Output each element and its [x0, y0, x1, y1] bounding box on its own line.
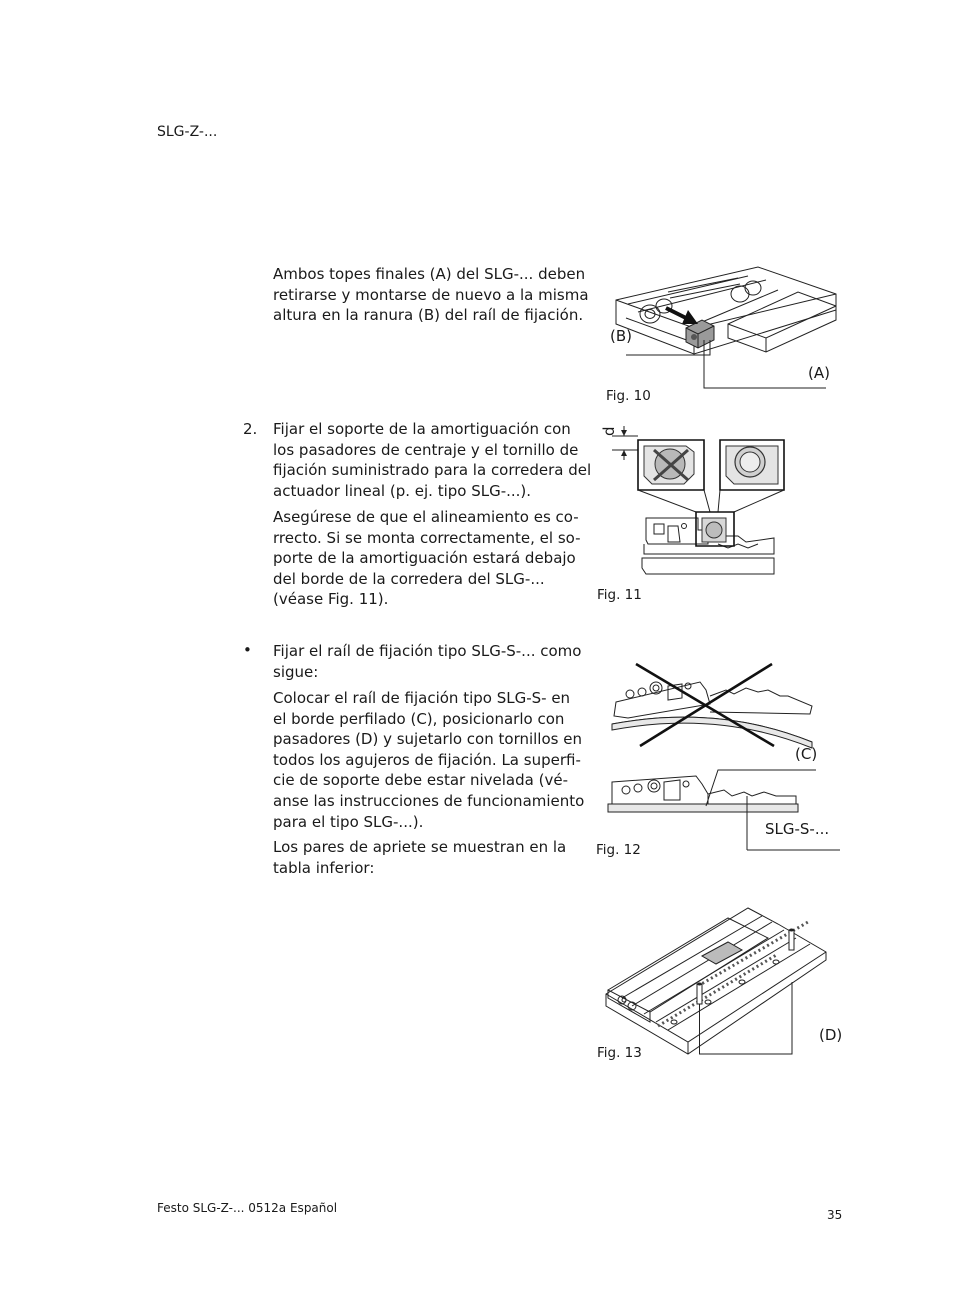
- text-line: cie de soporte debe estar nivelada (vé-: [273, 771, 568, 790]
- fig12-caption: Fig. 12: [596, 842, 641, 858]
- text-line: para el tipo SLG-...).: [273, 812, 424, 831]
- fig11-illustration: [598, 418, 788, 580]
- bullet: •: [243, 641, 252, 659]
- text-line: sigue:: [273, 662, 319, 681]
- page-number: 35: [827, 1208, 843, 1222]
- section3-torque: [273, 837, 566, 878]
- text-line: rrecto. Si se monta correctamente, el so-: [273, 528, 581, 547]
- text-line: Fijar el soporte de la amortiguación con: [273, 420, 571, 438]
- text-line: Fijar el raíl de fijación tipo SLG-S-... como: [273, 642, 582, 660]
- text-line: Ambos topes finales (A) del SLG-... deben: [273, 265, 586, 283]
- text-line: Asegúrese de que el alineamiento es co-: [273, 508, 579, 526]
- fig10-label-a: (A): [808, 364, 830, 382]
- text-line: retirarse y montarse de nuevo a la misma: [273, 285, 589, 304]
- text-line: altura en la ranura (B) del raíl de fijación.: [273, 306, 584, 325]
- text-line: actuador lineal (p. ej. tipo SLG-...).: [273, 481, 532, 500]
- fig12-label-rail: SLG-S-...: [765, 820, 830, 838]
- fig13-label-d: (D): [819, 1026, 843, 1044]
- section3-detail: [273, 688, 584, 832]
- text-line: del borde de la corredera del SLG-...: [273, 569, 545, 588]
- fig11-caption: Fig. 11: [597, 587, 642, 603]
- text-line: tabla inferior:: [273, 858, 375, 877]
- text-line: (véase Fig. 11).: [273, 590, 389, 609]
- text-line: todos los agujeros de fijación. La superfi-: [273, 750, 581, 769]
- fig11-label-d: d: [600, 426, 618, 436]
- section1-text: [273, 264, 589, 326]
- fig10-label-b: (B): [610, 327, 632, 345]
- fig13-caption: Fig. 13: [597, 1045, 642, 1061]
- header-product: SLG-Z-...: [157, 124, 218, 140]
- fig12-label-c: (C): [795, 745, 818, 763]
- fig13-illustration: [598, 902, 848, 1060]
- text-line: pasadores (D) y sujetarlo con tornillos en: [273, 730, 582, 749]
- text-line: el borde perfilado (C), posicionarlo con: [273, 709, 565, 728]
- text-line: anse las instrucciones de funcionamiento: [273, 791, 585, 810]
- text-line: Los pares de apriete se muestran en la: [273, 838, 567, 856]
- step-number: 2.: [243, 420, 258, 438]
- footer-left: Festo SLG-Z-... 0512a Español: [157, 1201, 338, 1215]
- text-line: fijación suministrado para la corredera del: [273, 461, 592, 480]
- section3-text: [273, 641, 581, 682]
- text-line: Colocar el raíl de fijación tipo SLG-S- en: [273, 689, 571, 707]
- section2-note: [273, 507, 581, 610]
- fig10-caption: Fig. 10: [606, 388, 651, 404]
- section2-text: [273, 419, 591, 501]
- text-line: porte de la amortiguación estará debajo: [273, 549, 576, 568]
- text-line: los pasadores de centraje y el tornillo de: [273, 440, 579, 459]
